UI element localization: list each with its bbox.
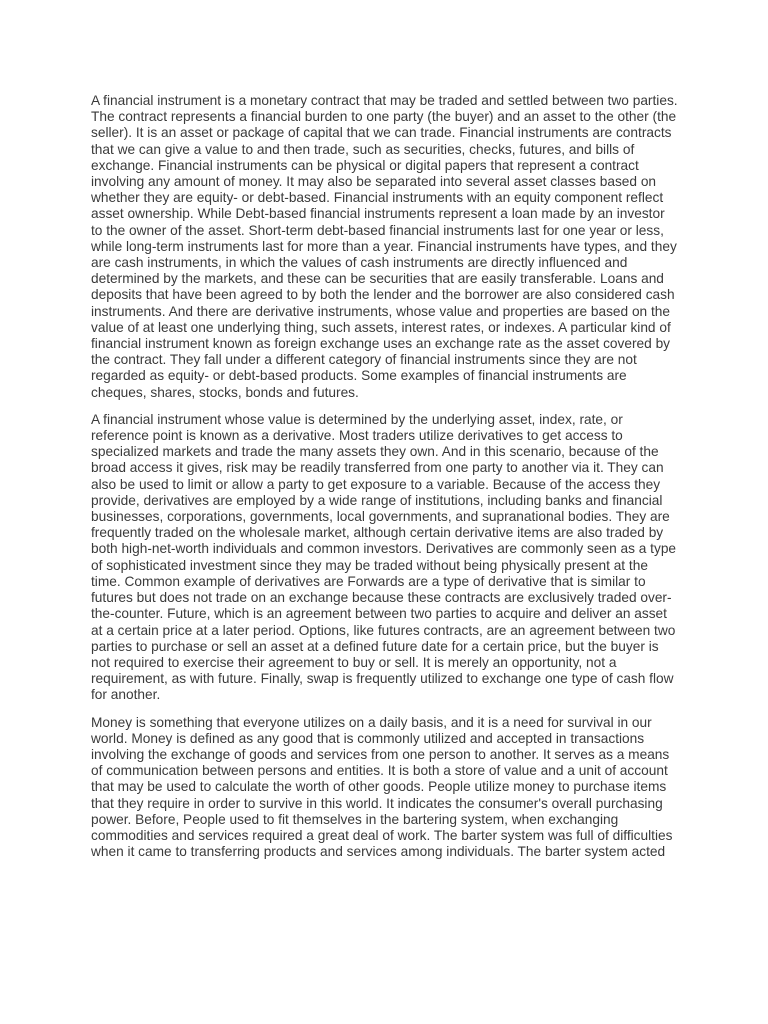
paragraph-money: Money is something that everyone utilizes on a daily basis, and it is a need for survival in our world. Money is defined as any good that is commonly utilized and accepted in transactions involving the exchange of goods and services from one person to another. It serves as a means of communication between persons and entities. It is both a store of value and a unit of account that may be used to calculate the worth of other goods. People utilize money to purchase items that they require in order to survive in this world. It indicates the consumer's overall purchasing power. Before, People used to fit themselves in the bartering system, when exchanging commodities and services required a great deal of work. The barter system was full of difficulties when it came to transferring products and services among individuals. The barter system acted xyxy=(91,714,673,860)
document-body xyxy=(91,93,679,871)
paragraph-derivatives: A financial instrument whose value is determined by the underlying asset, index, rate, or reference point is known as a derivative. Most traders utilize derivatives to get access to specialized markets and trade the many assets they own. And in this scenario, because of the broad access it gives, risk may be readily transferred from one party to another via it. They can also be used to limit or allow a party to get exposure to a variable. Because of the access they provide, derivatives are employed by a wide range of institutions, including banks and financial businesses, corporations, governments, local governments, and supranational bodies. They are frequently traded on the wholesale market, although certain derivative items are also traded by both high-net-worth individuals and common investors. Derivatives are commonly seen as a type of sophisticated investment since they may be traded without being physically present at the time. Common example of derivatives are Forwards are a type of derivative that is similar to futures but does not trade on an exchange because these contracts are exclusively traded over-the-counter. Future, which is an agreement between two parties to acquire and deliver an asset at a certain price at a later period. Options, like futures contracts, are an agreement between two parties to purchase or sell an asset at a defined future date for a certain price, but the buyer is not required to exercise their agreement to buy or sell. It is merely an opportunity, not a requirement, as with future. Finally, swap is frequently utilized to exchange one type of cash flow for another. xyxy=(91,411,677,703)
paragraph-financial-instruments: A financial instrument is a monetary contract that may be traded and settled between two parties. The contract represents a financial burden to one party (the buyer) and an asset to the other (the seller). It is an asset or package of capital that we can trade. Financial instruments are contracts that we can give a value to and then trade, such as securities, checks, futures, and bills of exchange. Financial instruments can be physical or digital papers that represent a contract involving any amount of money. It may also be separated into several asset classes based on whether they are equity- or debt-based. Financial instruments with an equity component reflect asset ownership. While Debt-based financial instruments represent a loan made by an investor to the owner of the asset. Short-term debt-based financial instruments last for one year or less, while long-term instruments last for more than a year. Financial instruments have types, and they are cash instruments, in which the values of cash instruments are directly influenced and determined by the markets, and these can be securities that are easily transferable. Loans and deposits that have been agreed to by both the lender and the borrower are also considered cash instruments. And there are derivative instruments, whose value and properties are based on the value of at least one underlying thing, such assets, interest rates, or indexes. A particular kind of financial instrument known as foreign exchange uses an exchange rate as the asset covered by the contract. They fall under a different category of financial instruments since they are not regarded as equity- or debt-based products. Some examples of financial instruments are cheques, shares, stocks, bonds and futures. xyxy=(91,93,678,400)
